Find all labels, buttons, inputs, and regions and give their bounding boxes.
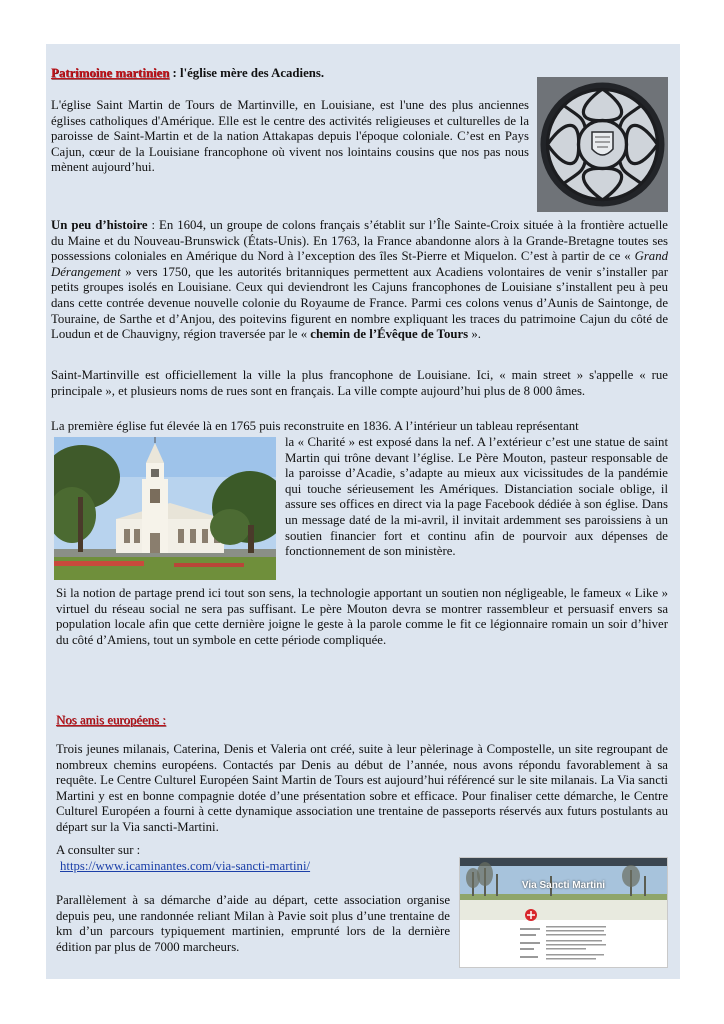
consult-label: A consulter sur : [56,843,141,857]
first-church-line: La première église fut élevée là en 1765 puis reconstruite en 1836. A l’intérieur un tableau représentant [51,419,579,433]
history-label: Un peu d’histoire [51,218,148,232]
church-photo [54,437,276,580]
website-link-line [60,859,420,875]
section-heading [51,66,531,82]
saint-martinville-paragraph: Saint-Martinville est officiellement la ville la plus francophone de Louisiane. Ici, « main street » s'appelle « rue principale », et plusieurs noms de rues sont en français. La ville compte aujourd’hui plus de 8 000 âmes. [51,368,668,398]
sharing-paragraph: Si la notion de partage prend ici tout son sens, la technologie apportant un soutien non négligeable, le fameux « Like » virtuel du réseau social ne sera pas suffisant. Le père Mouton devra se montrer rassembleur et persuasif envers sa population locale afin que cette dernière joigne le geste à la parole comme le fit ce légionnaire romain un soir d’hiver du côté d’Amiens, tout un symbole en cette période compliquée. [56,586,668,647]
section2-heading [56,713,356,729]
history-bold: chemin de l’Évêque de Tours [310,327,469,342]
history-text-b: » vers 1750, que les autorités britanniques permettent aux Acadiens volontaires de venir s’installer par petits groupes isolés en Louisiane. Ceux qui deviendront les Cajuns francophones de Louisiane s’installent peu à peu dans cette contrée devenue nouvelle colonie du Royaume de France. Parmi ces colons venus d’Aunis de Saintonge, de Touraine, de Sarthe et d’Anjou, des poitevins figurent en nombre expliquant les traces du patrimoine Cajun du côté de Loudun et de Chauvigny, région traversée par le « [51,264,668,342]
history-text-a: : En 1604, un groupe de colons français s’établit sur l’Île Sainte-Croix située à la frontière actuelle du Maine et du Nouveau-Brunswick (États-Unis). En 1763, la France abandonne alors à la Grande-Bretagne toutes ses possessions coloniales en Amérique du Nord à l’exception des îles St-Pierre et Miquelon. C’est à partir de ce « [51,218,668,264]
intro-paragraph: L'église Saint Martin de Tours de Martinville, en Louisiane, est l'une des plus anciennes églises catholiques d'Amérique. Elle est le centre des activités religieuses et culturelles de la paroisse de Saint-Martin et de la nation Attakapas depuis l'époque coloniale. C’est en Pays Cajun, cœur de la Louisiane francophone où vivent nos lointains cousins que nos pas nous mènent aujourd’hui. [51,98,529,175]
hike-paragraph: Parallèlement à sa démarche d’aide au départ, cette association organise depuis peu, une randonnée reliant Milan à Pavie soit plus d’une trentaine de km d’un parcours typiquement martinien, emprunté lors de la dernière édition par plus de 7000 marcheurs. [56,893,450,954]
history-italic: Grand Dérangement [51,249,668,279]
rose-window-image [537,77,668,212]
website-banner-title: Via Sancti Martini [521,880,606,891]
section-heading-label: Patrimoine martinien [51,66,170,80]
section2-heading-label: Nos amis européens : [56,713,166,727]
website-screenshot [459,857,668,968]
website-link[interactable]: https://www.icaminantes.com/via-sancti-martini/ [60,859,311,873]
history-paragraph [51,218,668,343]
history-text-c: ». [468,327,481,342]
section-heading-rest: : l'église mère des Acadiens. [169,66,325,80]
church-paragraph: la « Charité » est exposé dans la nef. A l’extérieur c’est une statue de saint Martin qui trône devant l’église. Le Père Mouton, pasteur responsable de la paroisse d’Acadie, s’adapte au mieux aux vicissitudes de la pandémie qui touche sérieusement les Amériques. Distanciation sociale oblige, il assure ses offices en direct via la page Facebook dédiée à son église. Dans un message daté de la mi-avril, il invitait ardemment ses paroissiens à un soutien financier fort et continu afin de pourvoir aux dépenses de fonctionnement de son ministère. [285,435,668,559]
friends-paragraph: Trois jeunes milanais, Caterina, Denis et Valeria ont créé, suite à leur pèlerinage à Compostelle, un site regroupant de nombreux chemins européens. Contactés par Denis au début de l’année, nous avons répondu favorablement à sa requête. Le Centre Culturel Européen Saint Martin de Tours est aujourd’hui référencé sur le site milanais. La Via sancti Martini y est en bonne compagnie dotée d’une présentation sobre et efficace. Pour finaliser cette démarche, le Centre Culturel Européen a fourni à cette dynamique association une trentaine de passeports réservés aux futurs postulants au départ sur la Via sancti-Martini. [56,742,668,834]
